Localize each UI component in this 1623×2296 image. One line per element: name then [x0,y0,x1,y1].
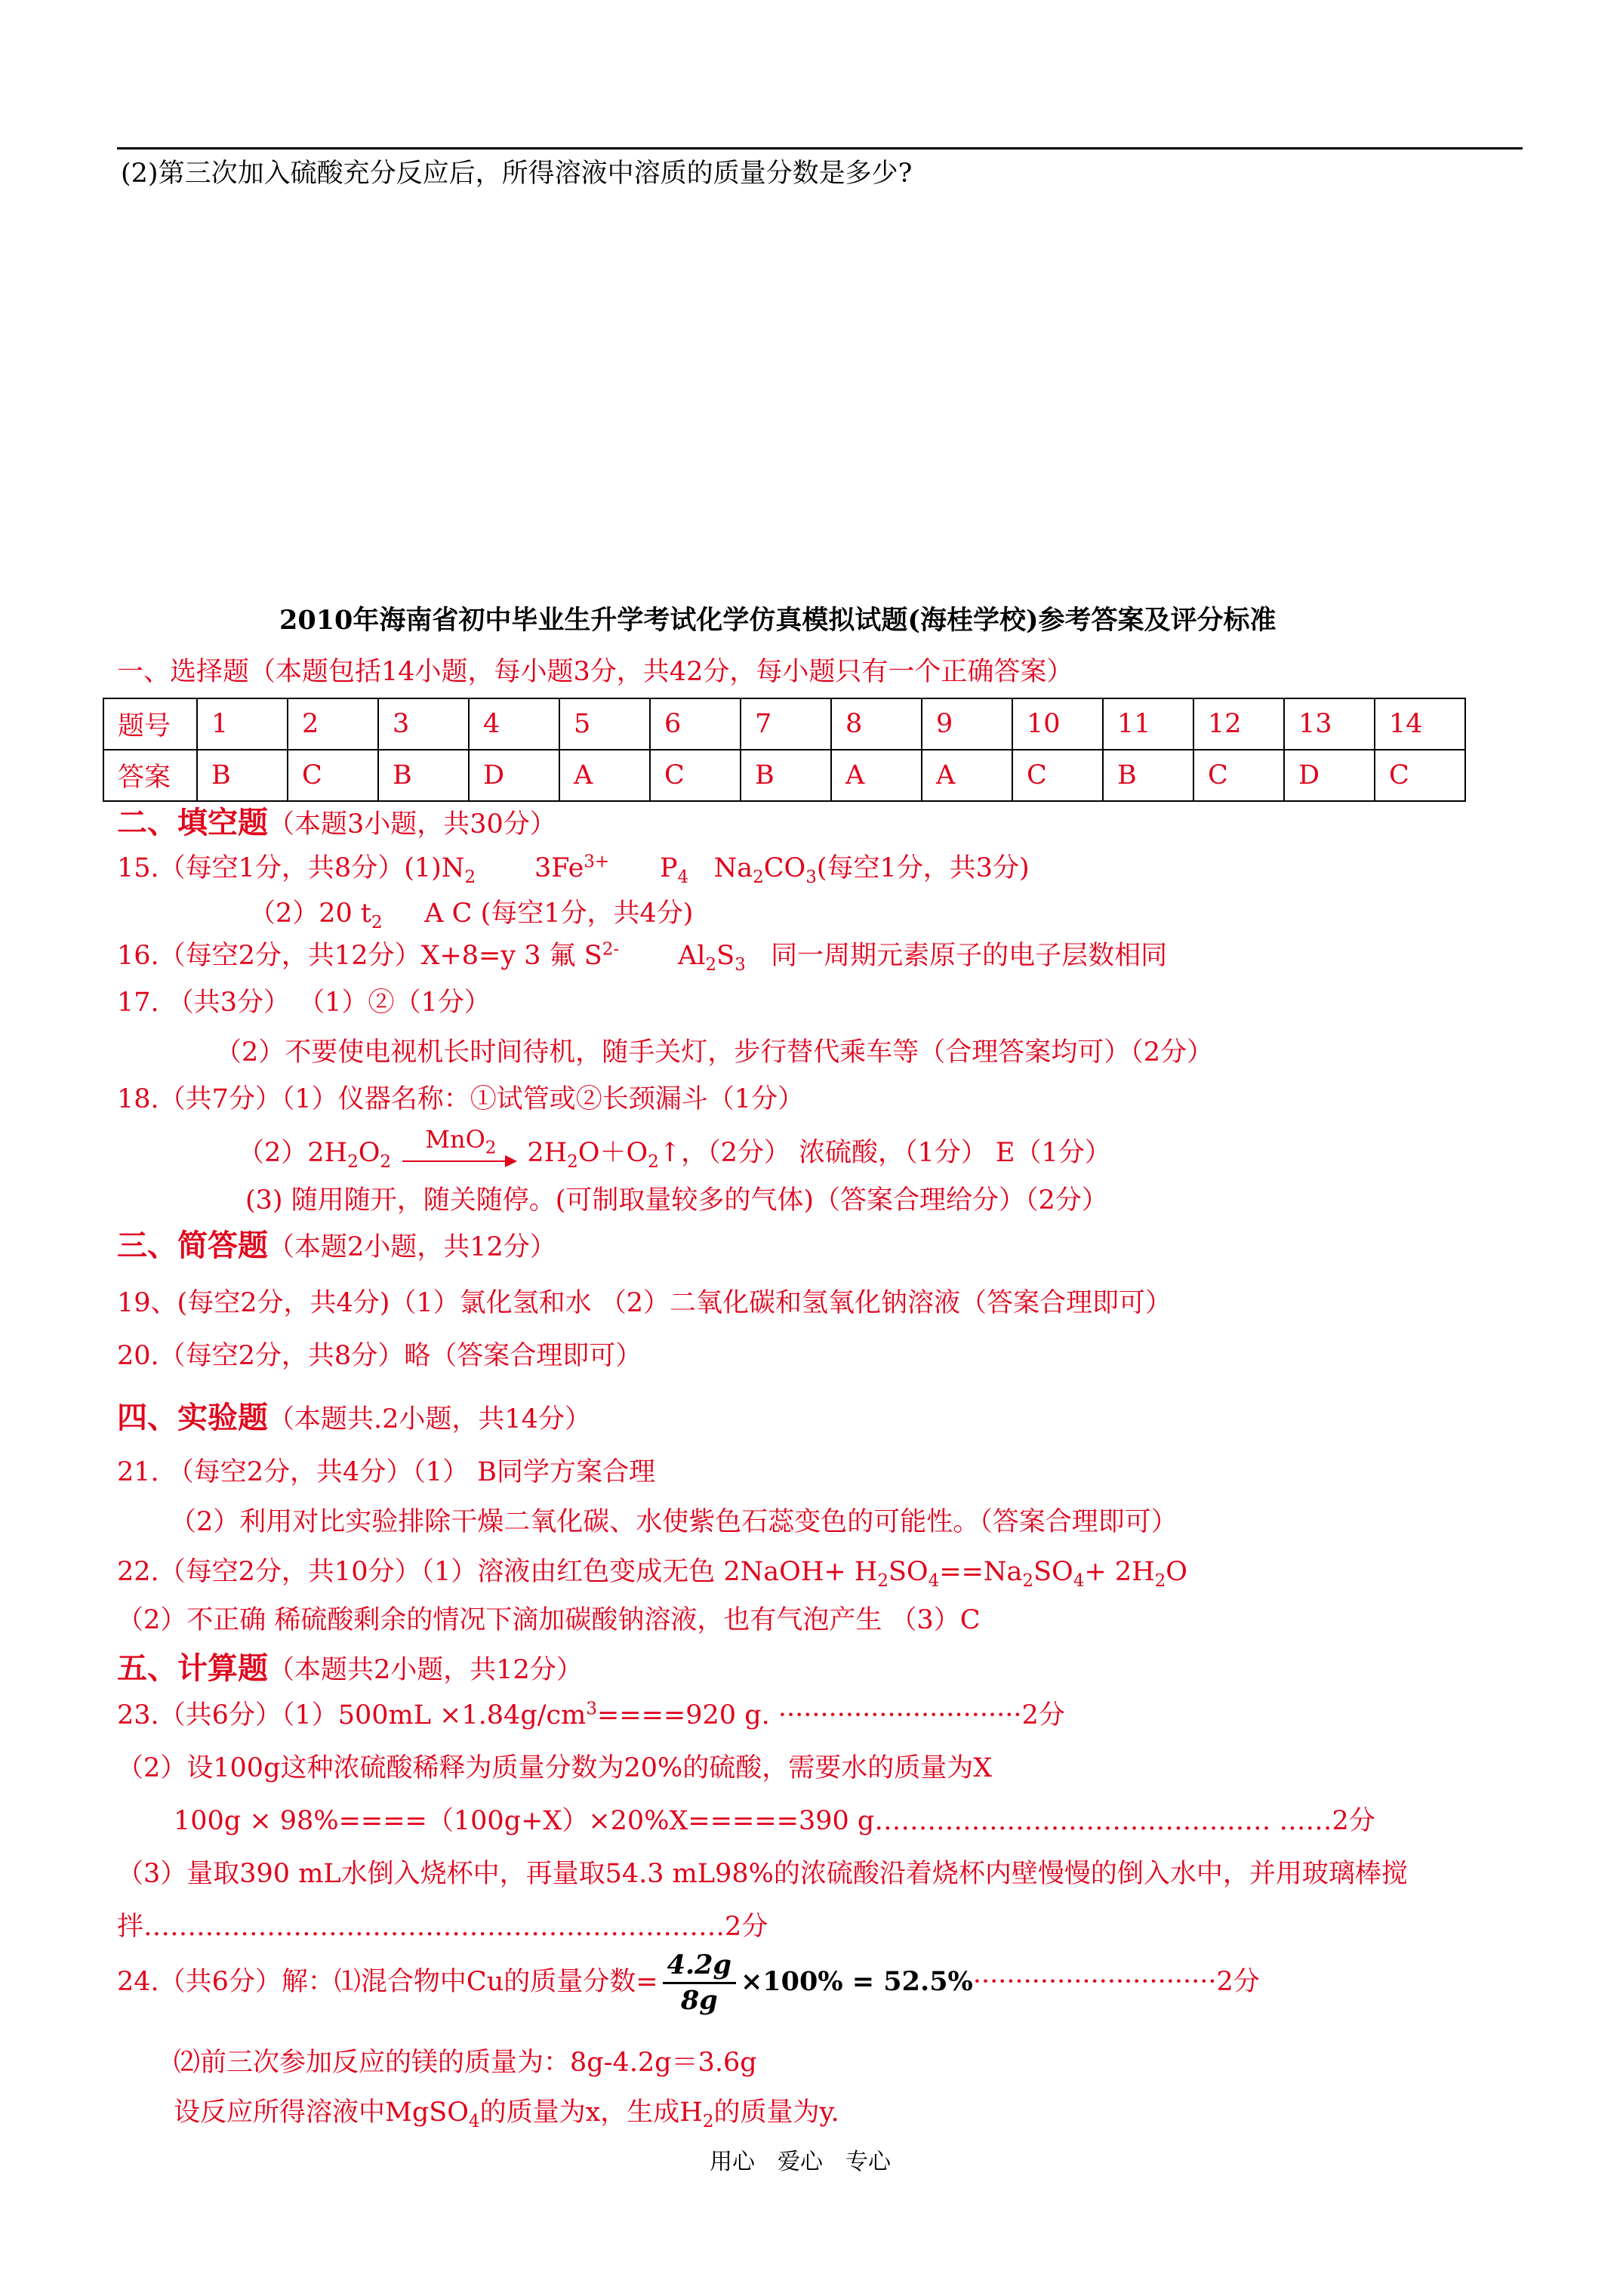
row-label-number: 题号 [103,698,197,750]
section1-heading: 一、选择题（本题包括14小题，每小题3分，共42分，每小题只有一个正确答案） [117,657,1073,687]
table-cell: 9 [922,698,1012,750]
page-title: 2010年海南省初中毕业生升学考试化学仿真模拟试题(海桂学校)参考答案及评分标准 [279,605,1277,636]
q24-line1: 24.（共6分）解：⑴混合物中Cu的质量分数= $\frac{4.2g}{8g}$ ×100% = 52.5%·····························2分 [117,1949,1260,2016]
fraction: $\frac{4.2g}{8g}$ [663,1949,736,2017]
q22-line2: （2）不正确 稀硫酸剩余的情况下滴加碳酸钠溶液，也有气泡产生 （3）C [117,1605,981,1635]
q24-line3: 设反应所得溶液中MgSO$_4$的质量为x，生成$H_2$的质量为y. [174,2097,839,2131]
q17-line1: 17. （共3分） （1）②（1分） [117,988,491,1018]
table-cell: B [741,750,831,801]
answer-table [103,698,1466,802]
q23-line2: （2）设100g这种浓硫酸稀释为质量分数为20%的硫酸，需要水的质量为X [117,1753,993,1783]
q18-line2: $(2)2H_2O_2$ MnO$_2$ $2H_2O+O_2↑$，（2分） 浓硫酸，（1分） E（1分） [238,1136,1111,1171]
q15-line1: 15.（每空1分，共8分）$(1)N_2$ $3Fe^{3+}$ $P_4$ $Na_2CO_3$(每空1分，共3分) [117,852,1030,887]
table-cell: 12 [1193,698,1284,750]
section2-heading: 二、填空题（本题3小题，共30分） [117,805,556,840]
q23-line1: 23.（共6分）$(1)500mL \times 1.84g/cm^3====920$ g. ·····························2分 [117,1699,1065,1730]
table-cell: A [922,750,1012,801]
table-row-answers [103,750,1465,801]
page-footer: 用心 爱心 专心 [710,2149,891,2175]
table-cell: 4 [469,698,559,750]
table-cell: D [1284,750,1375,801]
q24-line2: ⑵前三次参加反应的镁的质量为：8g-4.2g＝3.6g [174,2048,757,2078]
table-row-numbers [103,698,1465,750]
table-cell: B [378,750,469,801]
q22-line1: 22.（每空2分，共10分）（1）溶液由红色变成无色 2NaOH+ $H_2SO_4==Na_2SO_4+ 2H_2O$ [117,1557,1187,1591]
section3-heading: 三、简答题（本题2小题，共12分） [117,1228,556,1263]
q23-line3: 100g × 98%====（100g+X）×20%X=====390 g……………………………………… ……2分 [174,1806,1375,1836]
section5-heading: 五、计算题（本题共2小题，共12分） [117,1650,583,1686]
section4-heading: 四、实验题（本题共.2小题，共14分） [117,1400,591,1435]
q20-line: 20.（每空2分，共8分）略（答案合理即可） [117,1341,642,1371]
top-question: (2)第三次加入硫酸充分反应后，所得溶液中溶质的质量分数是多少? [121,159,913,189]
q17-line2: （2）不要使电视机长时间待机，随手关灯，步行替代乘车等（合理答案均可）（2分） [215,1037,1214,1068]
q18-line1: 18.（共7分）（1）仪器名称：①试管或②长颈漏斗（1分） [117,1084,804,1114]
table-cell: 10 [1012,698,1103,750]
table-cell: 7 [741,698,831,750]
table-cell: A [559,750,650,801]
q21-line1: 21. （每空2分，共4分）（1） B同学方案合理 [117,1457,655,1487]
table-cell: C [1193,750,1284,801]
table-cell: 2 [288,698,378,750]
q16-line: 16.（每空2分，共12分）X+8=y 3 氟 $S^{2-}$ $Al_2S_3$ 同一周期元素原子的电子层数相同 [117,939,1168,975]
table-cell: 13 [1284,698,1375,750]
table-cell: D [469,750,559,801]
q19-line: 19、(每空2分，共4分)（1）氯化氢和水 （2）二氧化碳和氢氧化钠溶液（答案合理即可） [117,1288,1172,1318]
q15-line2: （2）20 $t_2$ A C (每空1分，共4分) [249,898,694,932]
reaction-arrow [402,1124,516,1171]
table-cell: 14 [1375,698,1465,750]
table-cell: C [650,750,741,801]
table-cell: A [831,750,922,801]
q23-line4: （3）量取390 mL水倒入烧杯中，再量取54.3 mL98%的浓硫酸沿着烧杯内壁慢慢的倒入水中，并用玻璃棒搅 [117,1859,1408,1889]
table-cell: 6 [650,698,741,750]
q18-line3: (3) 随用随开，随关随停。(可制取量较多的气体)（答案合理给分）（2分） [245,1185,1108,1216]
table-cell: 8 [831,698,922,750]
table-cell: 11 [1103,698,1193,750]
table-cell: B [197,750,288,801]
table-cell: C [1375,750,1465,801]
row-label-answer: 答案 [103,750,197,801]
q21-line2: （2）利用对比实验排除干燥二氧化碳、水使紫色石蕊变色的可能性。（答案合理即可） [170,1507,1178,1537]
table-cell: 5 [559,698,650,750]
header-rule [117,147,1523,149]
table-cell: B [1103,750,1193,801]
q23-line5: 拌…………………………………………………………2分 [117,1912,768,1942]
table-cell: C [288,750,378,801]
catalyst-label: MnO$_2$ [425,1124,497,1157]
table-cell: 3 [378,698,469,750]
table-cell: C [1012,750,1103,801]
table-cell: 1 [197,698,288,750]
